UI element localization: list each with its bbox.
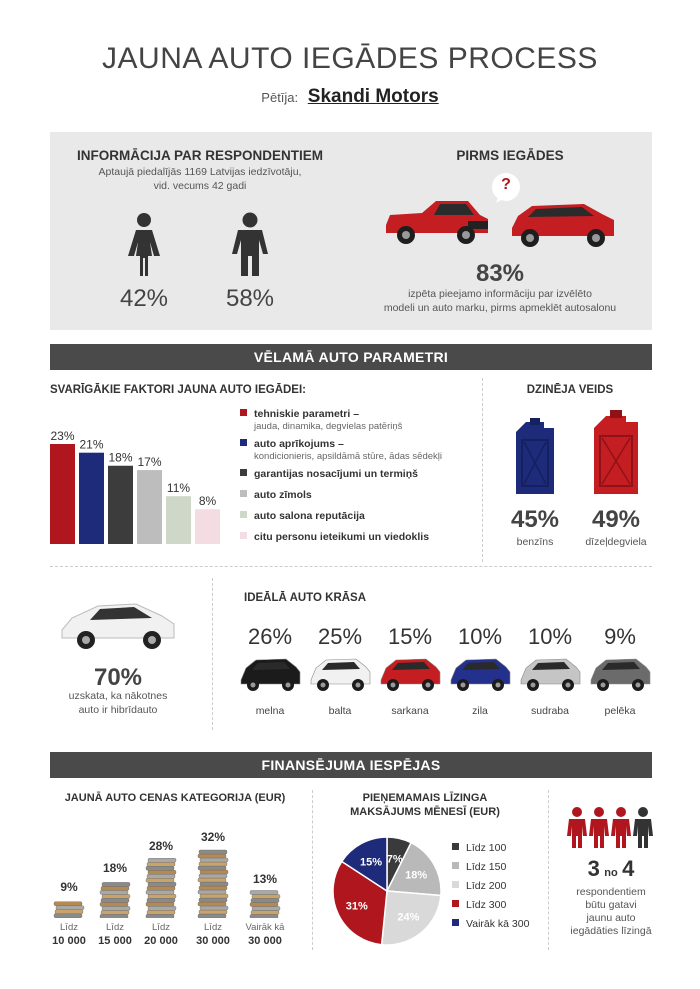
factor-bar-label: 18% bbox=[108, 450, 133, 465]
hybrid-desc-2: auto ir hibrīdauto bbox=[78, 704, 158, 716]
factor-legend-item bbox=[240, 489, 470, 501]
factor-legend-item bbox=[240, 438, 470, 462]
factor-bar bbox=[137, 470, 162, 544]
petrol-pct: 45% bbox=[510, 506, 560, 533]
color-label: melna bbox=[255, 705, 285, 717]
legend-label: Vairāk kā 300 bbox=[466, 918, 530, 930]
price-label-2: 15 000 bbox=[98, 935, 132, 947]
leasing-heading-2: MAKSĀJUMS MĒNESĪ (EUR) bbox=[350, 806, 500, 818]
petrol-canister-icon bbox=[510, 418, 560, 498]
factor-bar-label: 11% bbox=[166, 481, 191, 496]
legend-sublabel: kondicionieris, apsildāmā stūre, ādas sēdekļi bbox=[254, 451, 442, 462]
pie-slice-label: 7% bbox=[386, 853, 403, 866]
factor-bar-label: 17% bbox=[137, 455, 162, 470]
coin-stack-icon bbox=[52, 898, 86, 918]
divider-v-2 bbox=[212, 578, 213, 730]
legend-label: citu personu ieteikumi un viedoklis bbox=[254, 531, 430, 543]
factor-legend-item bbox=[240, 408, 470, 432]
price-pct: 32% bbox=[200, 830, 226, 844]
color-pct: 25% bbox=[317, 624, 363, 649]
factor-bar bbox=[108, 466, 133, 544]
factor-bar-label: 21% bbox=[79, 437, 104, 452]
legend-swatch bbox=[240, 409, 247, 416]
divider-v-1 bbox=[482, 378, 483, 562]
red-suv-image bbox=[508, 200, 618, 250]
color-item bbox=[305, 624, 375, 717]
legend-swatch bbox=[240, 469, 247, 476]
pie-legend-item bbox=[452, 880, 552, 892]
question-mark: ? bbox=[501, 176, 511, 193]
pie-legend-item bbox=[452, 899, 552, 911]
male-pct: 58% bbox=[225, 285, 275, 312]
pie-slice-label: 31% bbox=[345, 900, 368, 913]
pie-legend-item bbox=[452, 842, 552, 854]
legend-swatch bbox=[452, 862, 459, 869]
price-pct: 13% bbox=[252, 871, 278, 886]
section-finance-header: FINANSĒJUMA IESPĒJAS bbox=[50, 752, 652, 778]
engine-heading: DZINĒJA VEIDS bbox=[526, 384, 614, 396]
ready-desc-1: respondentiem bbox=[576, 886, 646, 898]
pie-legend-item bbox=[452, 918, 552, 930]
legend-swatch bbox=[452, 900, 459, 907]
ready-desc-3: jaunu auto bbox=[586, 912, 636, 924]
suv-icon bbox=[308, 654, 372, 694]
color-item bbox=[585, 624, 655, 717]
color-label: sudraba bbox=[531, 705, 569, 717]
price-pct: 28% bbox=[148, 838, 174, 853]
legend-swatch bbox=[240, 490, 247, 497]
factor-bar bbox=[50, 444, 75, 544]
leasing-pie-chart bbox=[330, 834, 444, 948]
before-desc-1: izpēta pieejamo informāciju par izvēlēto bbox=[408, 288, 592, 300]
study-brand: Skandi Motors bbox=[307, 86, 439, 107]
legend-swatch bbox=[452, 881, 459, 888]
hybrid-pct: 70% bbox=[93, 664, 143, 691]
price-label-2: 30 000 bbox=[248, 935, 282, 947]
coin-stack-icon bbox=[248, 890, 282, 918]
coin-stack-icon bbox=[144, 857, 178, 918]
leasing-legend bbox=[452, 842, 552, 937]
color-item bbox=[235, 624, 305, 717]
suv-icon bbox=[448, 654, 512, 694]
price-pct: 18% bbox=[102, 860, 128, 875]
pie-slice-label: 24% bbox=[397, 911, 420, 924]
factor-bar bbox=[195, 509, 220, 544]
legend-label: garantijas nosacījumi un termiņš bbox=[254, 468, 418, 480]
ready-desc-4: iegādāties līzingā bbox=[570, 925, 652, 937]
study-line bbox=[0, 86, 700, 108]
legend-swatch bbox=[452, 919, 459, 926]
legend-swatch bbox=[240, 511, 247, 518]
legend-label: Līdz 200 bbox=[466, 880, 507, 892]
respondents-desc-1: Aptaujā piedalījās 1169 Latvijas iedzīvotāju, bbox=[98, 166, 302, 178]
respondents-desc-2: vid. vecums 42 gadi bbox=[153, 180, 247, 192]
male-icon bbox=[230, 212, 270, 278]
red-pickup-image bbox=[382, 195, 492, 247]
white-hybrid-car-image bbox=[58, 596, 178, 652]
study-label: Pētīja: bbox=[261, 90, 299, 105]
ready-no: no bbox=[604, 867, 618, 879]
color-pct: 15% bbox=[387, 624, 433, 649]
factor-legend-item bbox=[240, 531, 470, 543]
ready-desc-2: būtu gatavi bbox=[585, 899, 637, 911]
legend-label: tehniskie parametri – bbox=[254, 408, 360, 420]
coin-stack-icon bbox=[196, 848, 230, 918]
factor-bar bbox=[166, 496, 191, 544]
legend-swatch bbox=[240, 532, 247, 539]
legend-label: auto zīmols bbox=[254, 489, 312, 501]
female-pct: 42% bbox=[119, 285, 169, 312]
section-params-header: VĒLAMĀ AUTO PARAMETRI bbox=[50, 344, 652, 370]
factor-bar-label: 23% bbox=[50, 429, 75, 443]
price-label-1: Līdz bbox=[204, 922, 222, 933]
color-pct: 10% bbox=[457, 624, 503, 649]
people-icons bbox=[566, 806, 656, 850]
price-pct: 9% bbox=[60, 880, 78, 895]
factor-bar-label: 8% bbox=[198, 494, 217, 509]
pie-slice-label: 15% bbox=[360, 856, 383, 869]
ready-num-a: 3 bbox=[587, 856, 600, 881]
leasing-heading-1: PIEŅEMAMAIS LĪZINGA bbox=[362, 792, 488, 804]
price-heading: JAUNĀ AUTO CENAS KATEGORIJA (EUR) bbox=[64, 792, 286, 804]
price-label-1: Līdz bbox=[60, 922, 78, 933]
legend-label: Līdz 300 bbox=[466, 899, 507, 911]
legend-swatch bbox=[240, 439, 247, 446]
respondents-heading: INFORMĀCIJA PAR RESPONDENTIEM bbox=[76, 148, 323, 163]
diesel-label: dīzeļdegviela bbox=[585, 536, 647, 548]
pie-legend-item bbox=[452, 861, 552, 873]
price-label-1: Līdz bbox=[152, 922, 170, 933]
suv-icon bbox=[378, 654, 442, 694]
legend-label: Līdz 100 bbox=[466, 842, 507, 854]
diesel-pct: 49% bbox=[591, 506, 641, 533]
female-icon bbox=[126, 212, 162, 278]
petrol-label: benzīns bbox=[516, 536, 554, 548]
suv-icon bbox=[238, 654, 302, 694]
before-heading: PIRMS IEGĀDES bbox=[456, 148, 564, 163]
color-item bbox=[375, 624, 445, 717]
divider-v-3 bbox=[312, 790, 313, 950]
page-title: JAUNA AUTO IEGĀDES PROCESS bbox=[102, 42, 598, 75]
color-label: balta bbox=[328, 705, 352, 717]
colors-heading: IDEĀLĀ AUTO KRĀSA bbox=[244, 592, 367, 604]
price-label-1: Līdz bbox=[106, 922, 124, 933]
price-label-2: 10 000 bbox=[52, 935, 86, 947]
hybrid-desc-1: uzskata, ka nākotnes bbox=[68, 690, 168, 702]
color-label: zila bbox=[472, 705, 488, 717]
price-label-1: Vairāk kā bbox=[245, 922, 285, 933]
color-pct: 10% bbox=[527, 624, 573, 649]
coin-stack-icon bbox=[98, 879, 132, 918]
factor-bar bbox=[79, 453, 104, 544]
color-label: pelēka bbox=[604, 705, 636, 717]
legend-label: auto aprīkojums – bbox=[254, 438, 344, 450]
before-pct: 83% bbox=[475, 260, 525, 287]
color-pct: 9% bbox=[604, 624, 636, 649]
suv-icon bbox=[518, 654, 582, 694]
legend-sublabel: jauda, dinamika, degvielas patēriņš bbox=[254, 421, 403, 432]
legend-swatch bbox=[452, 843, 459, 850]
divider-v-4 bbox=[548, 790, 549, 950]
factor-legend-item bbox=[240, 510, 470, 522]
diesel-canister-icon bbox=[588, 410, 644, 498]
legend-label: Līdz 150 bbox=[466, 861, 507, 873]
ready-ratio bbox=[556, 856, 666, 882]
legend-label: auto salona reputācija bbox=[254, 510, 365, 522]
factors-bar-chart bbox=[48, 420, 230, 550]
factors-legend bbox=[240, 408, 470, 552]
color-label: sarkana bbox=[391, 705, 429, 717]
pie-slice-label: 18% bbox=[405, 869, 428, 882]
suv-icon bbox=[588, 654, 652, 694]
color-item bbox=[515, 624, 585, 717]
factor-legend-item bbox=[240, 468, 470, 480]
color-item bbox=[445, 624, 515, 717]
price-label-2: 20 000 bbox=[144, 935, 178, 947]
price-label-2: 30 000 bbox=[196, 935, 230, 947]
ready-num-b: 4 bbox=[622, 856, 635, 881]
factors-heading: SVARĪGĀKIE FAKTORI JAUNA AUTO IEGĀDEI: bbox=[50, 384, 307, 396]
divider-h-1 bbox=[50, 566, 652, 567]
color-pct: 26% bbox=[247, 624, 293, 649]
before-desc-2: modeli un auto marku, pirms apmeklēt autosalonu bbox=[383, 302, 617, 314]
